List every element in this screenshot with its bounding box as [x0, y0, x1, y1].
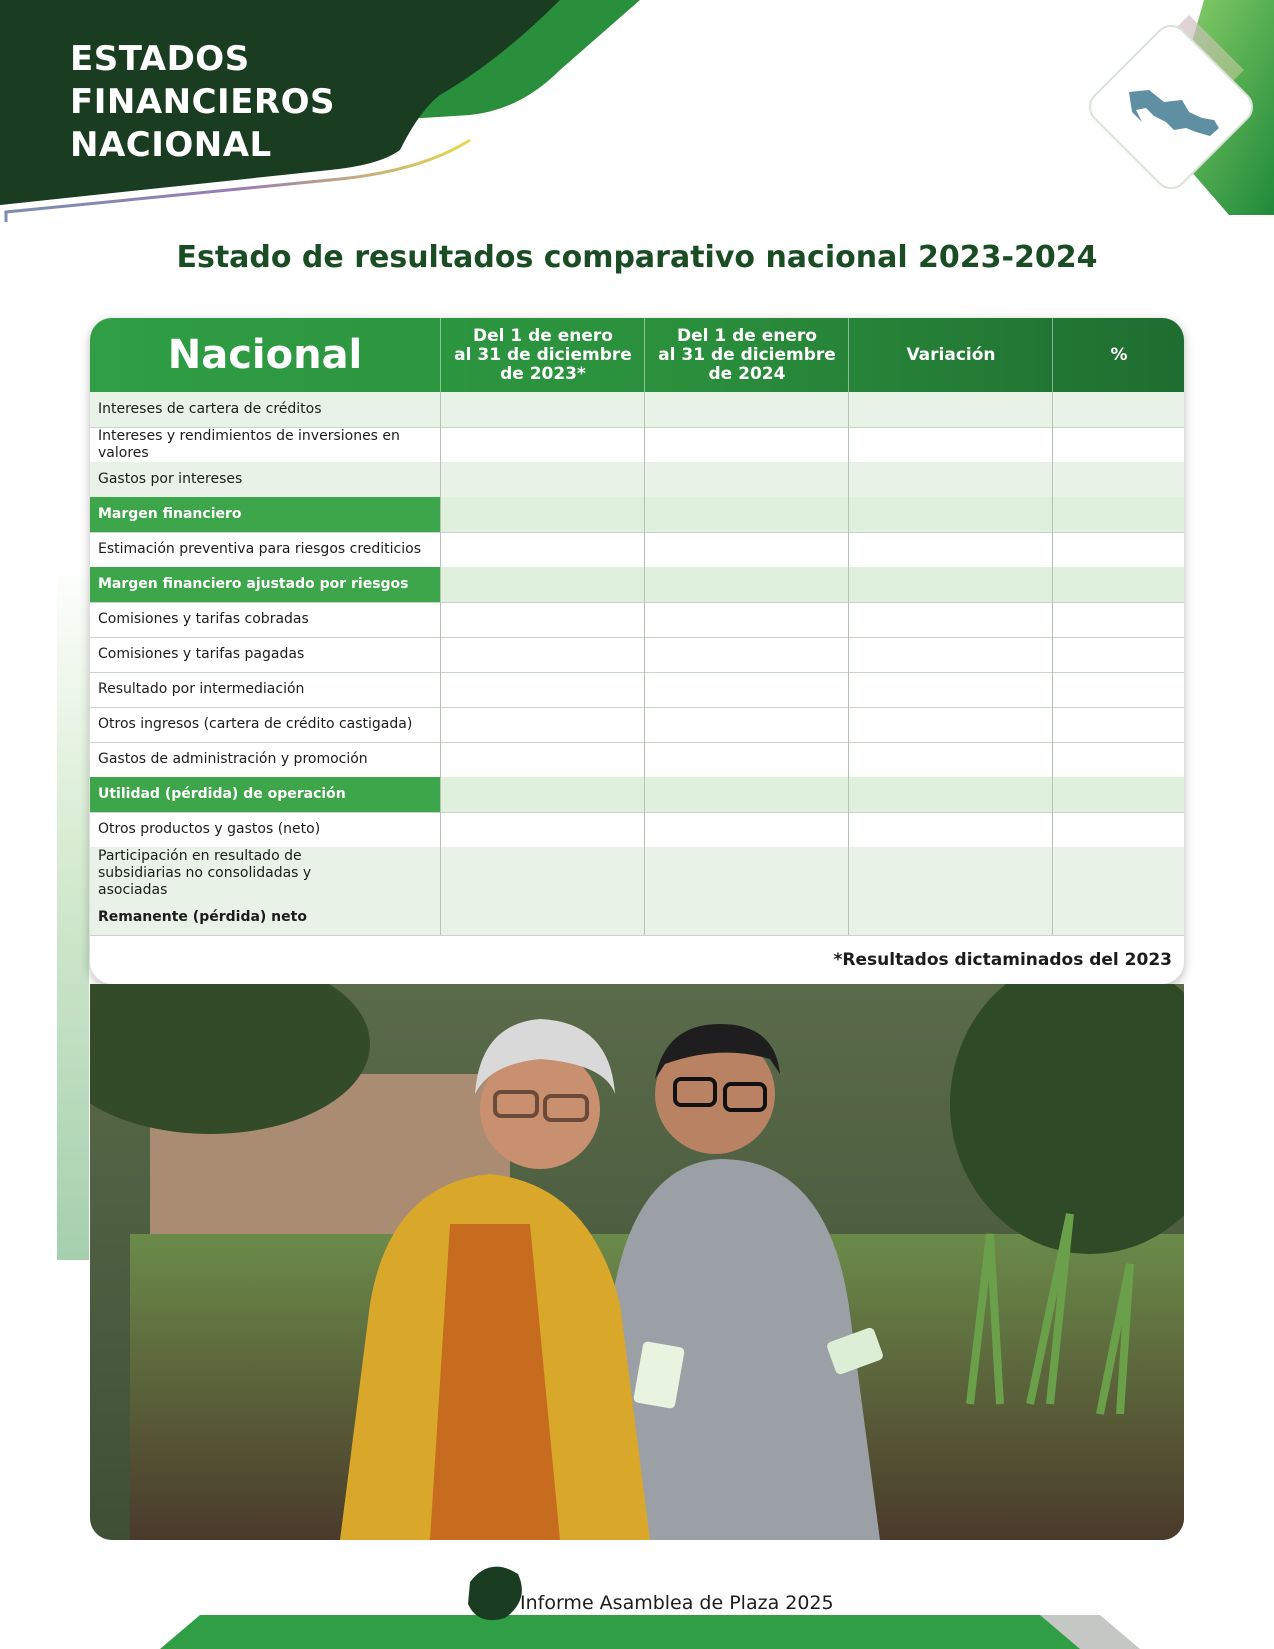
cell-2023: [440, 602, 644, 637]
cell-2024: [644, 602, 848, 637]
cell-2024: [644, 567, 848, 602]
row-label: Otros productos y gastos (neto): [98, 821, 321, 837]
column-header-2023: [440, 318, 645, 392]
section-title: [70, 38, 335, 167]
table-row: [90, 847, 1184, 901]
table-header: [90, 318, 1184, 392]
row-label: Resultado por intermediación: [98, 681, 305, 697]
cell-percent: [1052, 462, 1184, 497]
row-label: Utilidad (pérdida) de operación: [90, 777, 440, 812]
column-header-2023-line: Del 1 de enero: [473, 325, 613, 346]
column-header-2024-line: de 2024: [708, 363, 786, 384]
cell-variacion: [848, 497, 1052, 532]
column-header-2024-line: al 31 de diciembre: [658, 344, 836, 365]
cell-percent: [1052, 742, 1184, 777]
page-heading: Estado de resultados comparativo nacional 2023-2024: [176, 240, 1098, 275]
cell-2024: [644, 672, 848, 707]
cell-variacion: [848, 392, 1052, 427]
footer-text: Informe Asamblea de Plaza 2025: [520, 1592, 834, 1614]
cell-2024: [644, 777, 848, 812]
table-row: [90, 812, 1184, 848]
cell-variacion: [848, 812, 1052, 847]
cell-percent: [1052, 427, 1184, 462]
cell-variacion: [848, 777, 1052, 812]
section-title-line: NACIONAL: [70, 125, 272, 165]
table-row: [90, 742, 1184, 778]
table-row-total: [90, 900, 1184, 936]
cell-variacion: [848, 567, 1052, 602]
section-title-line: FINANCIEROS: [70, 82, 335, 122]
cell-2024: [644, 637, 848, 672]
row-label: Intereses y rendimientos de inversiones en valores: [98, 427, 400, 461]
cell-2023: [440, 742, 644, 777]
cell-2024: [644, 427, 848, 462]
column-header-main: Nacional: [167, 332, 363, 378]
cell-percent: [1052, 900, 1184, 935]
row-label: Remanente (pérdida) neto: [98, 909, 307, 925]
table-row-highlight: [90, 497, 1184, 533]
cell-2024: [644, 847, 848, 900]
row-label: Gastos de administración y promoción: [98, 751, 368, 767]
table-row: [90, 707, 1184, 743]
cell-2023: [440, 532, 644, 567]
column-header-variacion: Variación: [848, 318, 1053, 392]
cell-2024: [644, 462, 848, 497]
cell-variacion: [848, 532, 1052, 567]
table-row: [90, 532, 1184, 568]
cell-variacion: [848, 427, 1052, 462]
row-label: Gastos por intereses: [98, 471, 243, 487]
table-row-highlight: [90, 567, 1184, 603]
cell-2023: [440, 847, 644, 900]
column-header-2023-line: al 31 de diciembre: [454, 344, 632, 365]
section-title-line: ESTADOS: [70, 39, 250, 79]
cell-2024: [644, 532, 848, 567]
row-label: Participación en resultado de subsidiarias no consolidadas y asociadas: [98, 848, 312, 898]
cell-2024: [644, 707, 848, 742]
cell-2024: [644, 392, 848, 427]
column-header-2023-line: de 2023*: [500, 363, 586, 384]
cell-percent: [1052, 812, 1184, 847]
table-row-highlight: [90, 777, 1184, 813]
table-row: [90, 637, 1184, 673]
cell-variacion: [848, 847, 1052, 900]
mexico-map-icon: [1014, 0, 1274, 230]
column-header-percent: %: [1052, 318, 1184, 392]
cell-2023: [440, 497, 644, 532]
cell-percent: [1052, 707, 1184, 742]
row-label: Intereses de cartera de créditos: [98, 401, 322, 417]
cell-2023: [440, 637, 644, 672]
income-statement-table: [90, 318, 1184, 984]
row-label: Comisiones y tarifas cobradas: [98, 611, 309, 627]
cell-percent: [1052, 777, 1184, 812]
cell-2023: [440, 567, 644, 602]
cell-2024: [644, 742, 848, 777]
cell-2023: [440, 427, 644, 462]
cell-percent: [1052, 602, 1184, 637]
column-header-2024-line: Del 1 de enero: [677, 325, 817, 346]
cell-percent: [1052, 532, 1184, 567]
table-row: [90, 427, 1184, 463]
cell-percent: [1052, 637, 1184, 672]
cell-2023: [440, 707, 644, 742]
cell-2023: [440, 777, 644, 812]
row-label: Margen financiero ajustado por riesgos: [90, 567, 440, 602]
cell-percent: [1052, 392, 1184, 427]
cell-2023: [440, 900, 644, 935]
row-label: Comisiones y tarifas pagadas: [98, 646, 305, 662]
cell-variacion: [848, 707, 1052, 742]
cell-2023: [440, 812, 644, 847]
cell-variacion: [848, 672, 1052, 707]
cell-variacion: [848, 900, 1052, 935]
table-row: [90, 672, 1184, 708]
cell-percent: [1052, 567, 1184, 602]
row-label: Otros ingresos (cartera de crédito castigada): [98, 716, 413, 732]
cell-variacion: [848, 602, 1052, 637]
photo-elderly-couple: [90, 984, 1184, 1540]
cell-percent: [1052, 497, 1184, 532]
row-label: Estimación preventiva para riesgos crediticios: [98, 541, 421, 557]
cell-percent: [1052, 672, 1184, 707]
cell-2024: [644, 497, 848, 532]
footnote: *Resultados dictaminados del 2023: [833, 950, 1172, 970]
column-header-2024: [644, 318, 849, 392]
cell-variacion: [848, 742, 1052, 777]
cell-variacion: [848, 637, 1052, 672]
cell-2024: [644, 812, 848, 847]
cell-2023: [440, 462, 644, 497]
decorative-side-bar: [57, 560, 89, 1260]
cell-variacion: [848, 462, 1052, 497]
cell-2023: [440, 392, 644, 427]
table-row: [90, 462, 1184, 498]
table-row: [90, 602, 1184, 638]
table-row: [90, 392, 1184, 428]
row-label: Margen financiero: [90, 497, 440, 532]
cell-percent: [1052, 847, 1184, 900]
cell-2024: [644, 900, 848, 935]
cell-2023: [440, 672, 644, 707]
